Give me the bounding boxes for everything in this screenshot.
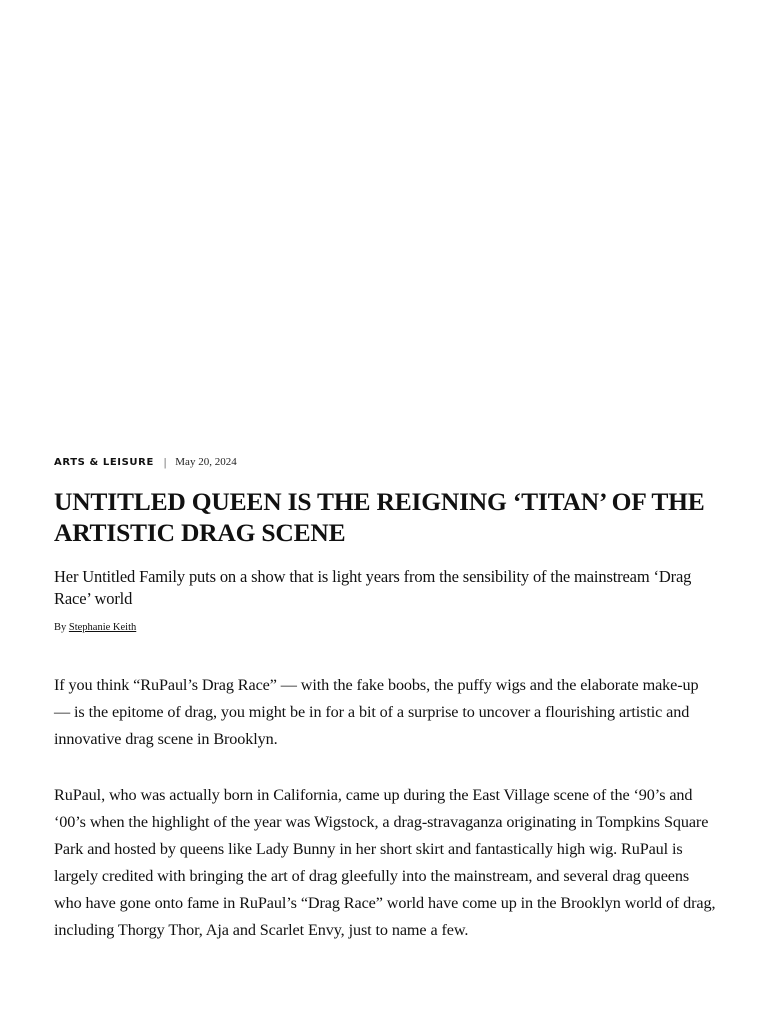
body-paragraph: If you think “RuPaul’s Drag Race” — with the fake boobs, the puffy wigs and the elaborate make-up — is the epitome of drag, you might be in for a bit of a surprise to uncover a flourishing artistic and innovative drag scene in Brooklyn. <box>54 676 699 748</box>
article-deck: Her Untitled Family puts on a show that is light years from the sensibility of the mainstream ‘Drag Race’ world <box>54 567 692 608</box>
article <box>54 452 716 973</box>
byline <box>54 622 716 633</box>
hero-image-area <box>0 0 768 440</box>
byline-prefix: By <box>54 622 67 633</box>
author-link[interactable]: Stephanie Keith <box>68 622 137 633</box>
publish-date: May 20, 2024 <box>175 456 237 468</box>
article-body <box>54 672 716 944</box>
body-paragraph: RuPaul, who was actually born in California, came up during the East Village scene of the ‘90’s and ‘00’s when the highlight of the year was Wigstock, a drag-stravaganza originating in Tompkins Square Park and hosted by queens like Lady Bunny in her short skirt and fantastically high wig. RuPaul is largely credited with bringing the art of drag gleefully into the mainstream, and several drag queens who have gone onto fame in RuPaul’s “Drag Race” world have come up in the Brooklyn world of drag, including Thorgy Thor, Aja and Scarlet Envy, just to name a few. <box>54 786 716 939</box>
meta-separator: | <box>163 454 167 469</box>
article-meta <box>54 452 716 472</box>
section-link[interactable]: ARTS & LEISURE <box>54 456 154 468</box>
article-headline: UNTITLED QUEEN IS THE REIGNING ‘TITAN’ OF THE ARTISTIC DRAG SCENE <box>54 487 705 547</box>
